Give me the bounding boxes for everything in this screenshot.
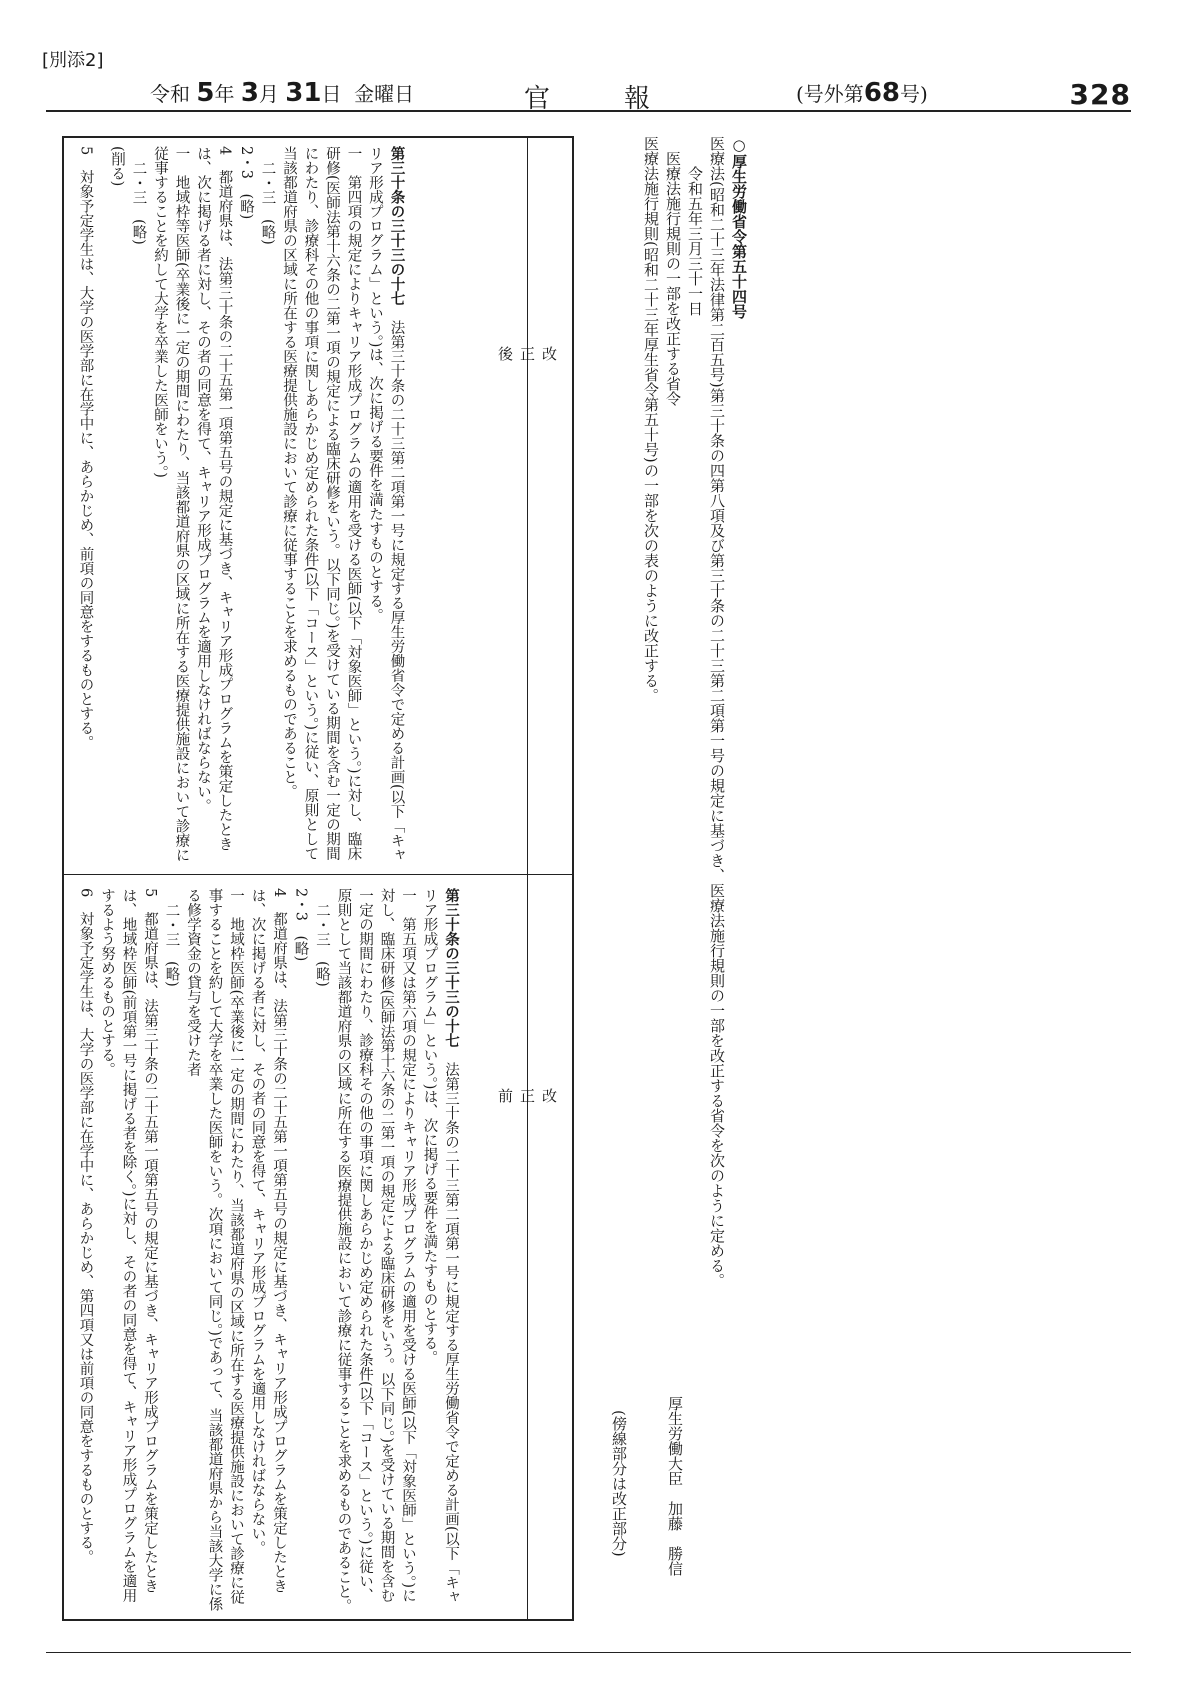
after-revision-cell <box>74 146 520 866</box>
gazette-title-left: 官 <box>524 84 551 114</box>
header-after-revision: 改 正 後 <box>496 346 558 361</box>
ordinance-title: 医療法施行規則の一部を改正する省令 <box>664 151 682 406</box>
after-paragraph-5: 5 対象予定学生は、大学の医学部に在学中に、あらかじめ、前項の同意をするものとする。 <box>77 146 94 750</box>
weekday: 金曜日 <box>354 82 415 106</box>
before-paragraph-4-item-1: 一 地域枠医師(卒業後に一定の期間にわたり、当該都道府県の区域に所在する医療提供施設において診療に従事することを約して大学を卒業した医師をいう。次項において同じ。)であって、当該都道府県から当該大学に係る修学資金の貸与を受けた者 <box>185 888 244 1612</box>
gazette-title-right: 報 <box>624 84 651 114</box>
table-row-divider <box>64 874 572 875</box>
ordinance-amendment-clause: 医療法施行規則(昭和二十三年厚生省令第五十号)の一部を次の表のように改正する。 <box>642 136 660 703</box>
masthead <box>46 74 1131 112</box>
issue-date: 令和 5年 3月 31日 金曜日 <box>150 78 415 108</box>
before-revision-cell <box>74 888 520 1613</box>
ordinance-basis: 医療法(昭和二十三年法律第二百五号)第三十条の四第八項及び第三十条の二十三第二項第一号の規定に基づき、医療法施行規則の一部を改正する省令を次のように定める。 <box>708 136 726 1288</box>
before-items-2-3: 二・三 (略) <box>314 902 330 987</box>
page-number: 328 <box>1069 78 1131 111</box>
after-deleted-mark: (削る) <box>109 146 125 187</box>
before-item-1: 一 第五項又は第六項の規定によりキャリア形成プログラムの適用を受ける医師(以下「対象医師」という。)に対し、臨床研修(医師法第十六条の二第一項の規定による臨床研修をいう。以下同じ。)を受けている期間を含む一定の期間にわたり、診療科その他の事項に関しあらかじめ定められた条件(以下「コース」という。)に従い、原則として当該都道府県の区域に所在する医療提供施設において診療に従事することを求めるものであること。 <box>335 888 416 1613</box>
before-paragraphs-2-3: 2・3 (略) <box>292 888 309 962</box>
minister-signature: 厚生労働大臣 加藤 勝信 <box>666 1396 684 1576</box>
after-items-2-3: 二・三 (略) <box>259 160 276 245</box>
amendment-table <box>62 136 574 1621</box>
extra-issue-number: (号外第68号) <box>796 78 928 108</box>
ordinance-heading: ○厚生労働省令第五十四号 <box>730 136 748 319</box>
after-item-1: 一 第四項の規定によりキャリア形成プログラムの適用を受ける医師(以下「対象医師」という。)に対し、臨床研修(医師法第十六条の二第一項の規定による臨床研修をいう。以下同じ。)を受けている期間を含む一定の期間にわたり、診療科その他の事項に関しあらかじめ定められた条件(以下「コース」という。)に従い、原則として当該都道府県の区域に所在する医療提供施設において診療に従事することを求めるものであること。 <box>281 146 362 861</box>
after-paragraph-4-item-1: 一 地域枠等医師(卒業後に一定の期間にわたり、当該都道府県の区域に所在する医療提供施設において診療に従事することを約して大学を卒業した医師をいう。) <box>152 146 190 863</box>
after-article-paragraph: 第三十条の三十三の十七 法第三十条の二十三第二項第一号に規定する厚生労働省令で定める計画(以下「キャリア形成プログラム」という。)は、次に掲げる要件を満たすものとする。 <box>367 146 406 863</box>
ordinance-date: 令和五年三月三十一日 <box>686 166 704 316</box>
after-paragraphs-2-3: 2・3 (略) <box>238 146 254 220</box>
after-paragraph-4-items-2-3: 二・三 (略) <box>130 160 147 245</box>
footer-rule <box>46 1652 1131 1653</box>
before-paragraph-4: 4 都道府県は、法第三十条の二十五第一項第五号の規定に基づき、キャリア形成プログラムを策定したときは、次に掲げる者に対し、その者の同意を得て、キャリア形成プログラムを適用しなければならない。 <box>249 888 287 1594</box>
underline-note: (傍線部分は改正部分) <box>610 1410 628 1557</box>
before-paragraph-6: 6 対象予定学生は、大学の医学部に在学中に、あらかじめ、第四項又は前項の同意をするものとする。 <box>77 888 94 1565</box>
attachment-label: [別添2] <box>42 50 104 71</box>
before-article-paragraph: 第三十条の三十三の十七 法第三十条の二十三第二項第一号に規定する厚生労働省令で定める計画(以下「キャリア形成プログラム」という。)は、次に掲げる要件を満たすものとする。 <box>421 888 460 1605</box>
header-before-revision: 改 正 前 <box>496 1088 558 1103</box>
after-paragraph-4: 4 都道府県は、法第三十条の二十五第一項第五号の規定に基づき、キャリア形成プログラムを策定したときは、次に掲げる者に対し、その者の同意を得て、キャリア形成プログラムを適用しなければならない。 <box>195 146 233 852</box>
ordinance-prelude <box>570 136 750 1636</box>
before-paragraph-4-items-2-3: 二・三 (略) <box>163 902 180 987</box>
before-paragraph-5: 5 都道府県は、法第三十条の二十五第一項第五号の規定に基づき、キャリア形成プログラムを策定したときは、地域枠医師(前項第一号に掲げる者を除く。)に対し、その者の同意を得て、キャリア形成プログラムを適用するよう努めるものとする。 <box>99 888 158 1603</box>
